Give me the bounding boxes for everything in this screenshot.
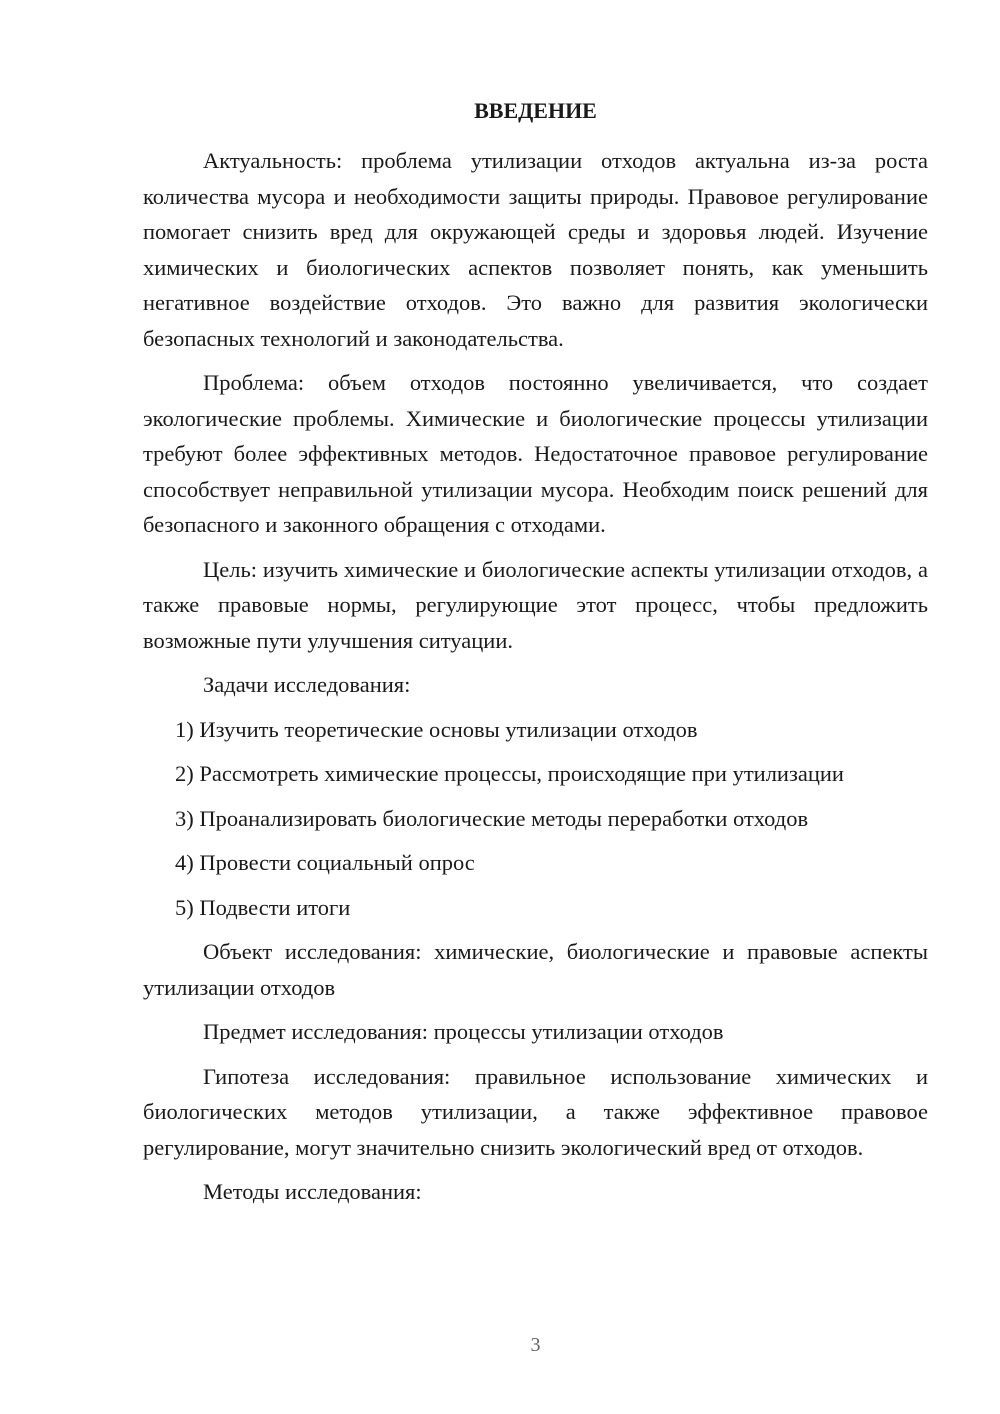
- section-heading: ВВЕДЕНИЕ: [474, 98, 597, 123]
- paragraph-problem: Проблема: объем отходов постоянно увеличивается, что создает экологические проблемы. Химические и биологические процессы утилизации требуют более эффективных методов. Недостаточное правовое регулирование способствует неправильной утилизации мусора. Необходим поиск решений для безопасного и законного обращения с отходами.: [143, 370, 928, 537]
- list-item: 4) Провести социальный опрос: [175, 850, 475, 875]
- paragraph-subject: Предмет исследования: процессы утилизации отходов: [203, 1019, 724, 1044]
- list-item: 2) Рассмотреть химические процессы, происходящие при утилизации: [175, 761, 844, 786]
- tasks-list: [143, 712, 928, 926]
- methods-title: Методы исследования:: [203, 1179, 422, 1204]
- paragraph-hypothesis: Гипотеза исследования: правильное использование химических и биологических методов утилизации, а также эффективное правовое регулирование, могут значительно снизить экологический вред от отходов.: [143, 1063, 928, 1160]
- paragraph-relevance: Актуальность: проблема утилизации отходов актуальна из-за роста количества мусора и необходимости защиты природы. Правовое регулирование помогает снизить вред для окружающей среды и здоровья людей. Изучение химических и биологических аспектов позволяет понять, как уменьшить негативное воздействие отходов. Это важно для развития экологически безопасных технологий и законодательства.: [143, 148, 928, 351]
- list-item: 5) Подвести итоги: [175, 894, 351, 920]
- paragraph-goal: Цель: изучить химические и биологические аспекты утилизации отходов, а также правовые нормы, регулирующие этот процесс, чтобы предложить возможные пути улучшения ситуации.: [143, 556, 928, 653]
- paragraph-object: Объект исследования: химические, биологические и правовые аспекты утилизации отходов: [143, 939, 928, 1000]
- list-item: 1) Изучить теоретические основы утилизации отходов: [175, 716, 698, 742]
- list-item: 3) Проанализировать биологические методы переработки отходов: [175, 805, 809, 831]
- tasks-title: Задачи исследования:: [203, 672, 411, 697]
- document-body: [143, 143, 928, 1219]
- page-number: 3: [530, 1334, 541, 1356]
